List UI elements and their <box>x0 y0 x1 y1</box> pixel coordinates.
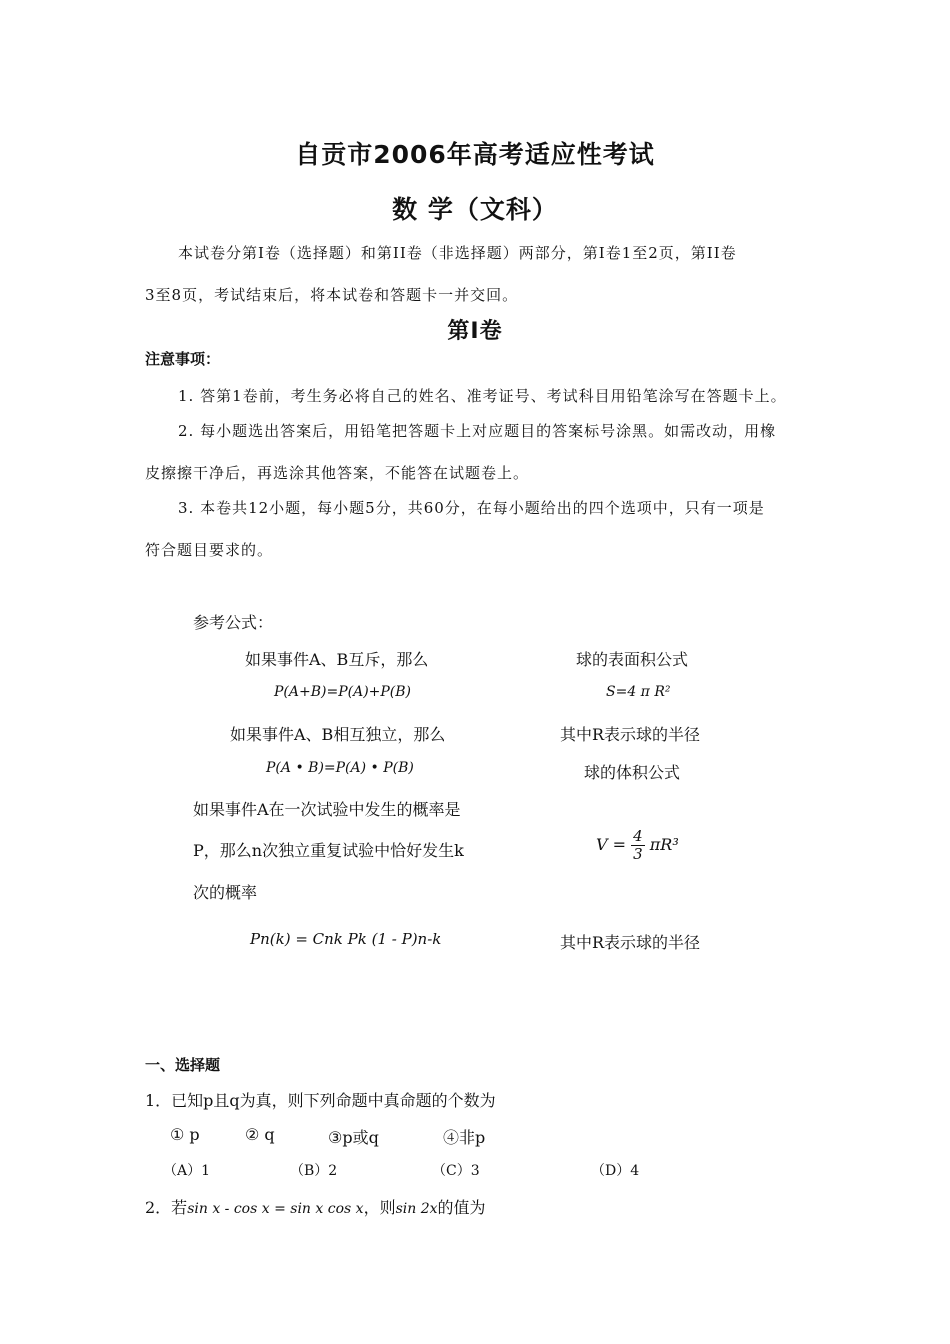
question-2-stem <box>145 1195 486 1218</box>
sphere-volume-formula <box>596 828 679 863</box>
intro-line-2: 3至8页，考试结束后，将本试卷和答题卡一并交回。 <box>145 286 519 304</box>
note-1: 1. 答第1卷前，考生务必将自己的姓名、准考证号、考试科目用铅笔涂写在答题卡上。 <box>178 387 787 405</box>
formula-2: P(A • B)=P(A) • P(B) <box>266 760 414 776</box>
formula-3-rhs: Cnk Pk (1 - P)n-k <box>312 930 442 948</box>
volume-lhs: V = <box>596 835 627 854</box>
radius-note-2: 其中R表示球的半径 <box>560 933 701 952</box>
question-1-prop-3: ③p或q <box>328 1128 379 1147</box>
part1-heading: 一、选择题 <box>145 1056 221 1074</box>
note-2b: 皮擦擦干净后，再选涂其他答案，不能答在试题卷上。 <box>145 464 530 482</box>
volume-denominator: 3 <box>633 845 643 863</box>
sphere-surface-formula: S=4 π R² <box>606 684 671 700</box>
formula-1: P(A+B)=P(A)+P(B) <box>274 684 412 700</box>
formulas-heading: 参考公式： <box>193 613 274 632</box>
question-1-choice-a[interactable]: （A）1 <box>163 1163 211 1179</box>
question-1-prop-4: ④非p <box>443 1128 486 1147</box>
intro-line-1: 本试卷分第Ⅰ卷（选择题）和第II卷（非选择题）两部分，第Ⅰ卷1至2页，第II卷 <box>178 244 737 262</box>
sphere-volume-label: 球的体积公式 <box>584 763 681 782</box>
question-1-choice-b[interactable]: （B）2 <box>290 1163 338 1179</box>
question-2-middle: ，则 <box>363 1198 396 1217</box>
note-3b: 符合题目要求的。 <box>145 541 274 559</box>
notes-title: 注意事项： <box>145 350 221 368</box>
formula-3 <box>250 930 441 948</box>
volume-rhs: πR³ <box>649 835 679 854</box>
question-1-prop-2: ② q <box>245 1125 275 1144</box>
question-1-choice-c[interactable]: （C）3 <box>432 1163 480 1179</box>
note-2a: 2. 每小题选出答案后，用铅笔把答题卡上对应题目的答案标号涂黑。如需改动，用橡 <box>178 422 777 440</box>
sphere-surface-label: 球的表面积公式 <box>576 650 689 669</box>
note-3a: 3. 本卷共12小题，每小题5分，共60分，在每小题给出的四个选项中，只有一项是 <box>178 499 765 517</box>
question-1-stem: 1．已知p且q为真，则下列命题中真命题的个数为 <box>145 1091 496 1110</box>
volume-numerator: 4 <box>633 827 643 845</box>
question-2-equation: sin x - cos x = sin x cos x <box>187 1201 364 1217</box>
question-2-prefix: 2．若 <box>145 1198 188 1217</box>
radius-note-1: 其中R表示球的半径 <box>560 725 701 744</box>
formula-3-line-1: 如果事件A在一次试验中发生的概率是 <box>193 800 461 819</box>
question-1-choice-d[interactable]: （D）4 <box>591 1163 640 1179</box>
question-2-expression: sin 2x <box>395 1201 438 1217</box>
volume-fraction <box>631 828 645 863</box>
formula-3-line-2: P，那么n次独立重复试验中恰好发生k <box>193 841 464 860</box>
formula-2-label: 如果事件A、B相互独立，那么 <box>230 725 446 744</box>
question-1-prop-1: ① p <box>170 1125 200 1144</box>
page-title: 自贡市2006年高考适应性考试 <box>295 140 655 169</box>
formula-1-label: 如果事件A、B互斥，那么 <box>245 650 429 669</box>
formula-3-lhs: Pn(k) = <box>250 930 313 948</box>
section-title: 第Ⅰ卷 <box>447 319 503 344</box>
formula-3-line-3: 次的概率 <box>193 883 258 902</box>
question-2-suffix: 的值为 <box>437 1198 486 1217</box>
page-subtitle: 数 学（文科） <box>392 195 558 224</box>
